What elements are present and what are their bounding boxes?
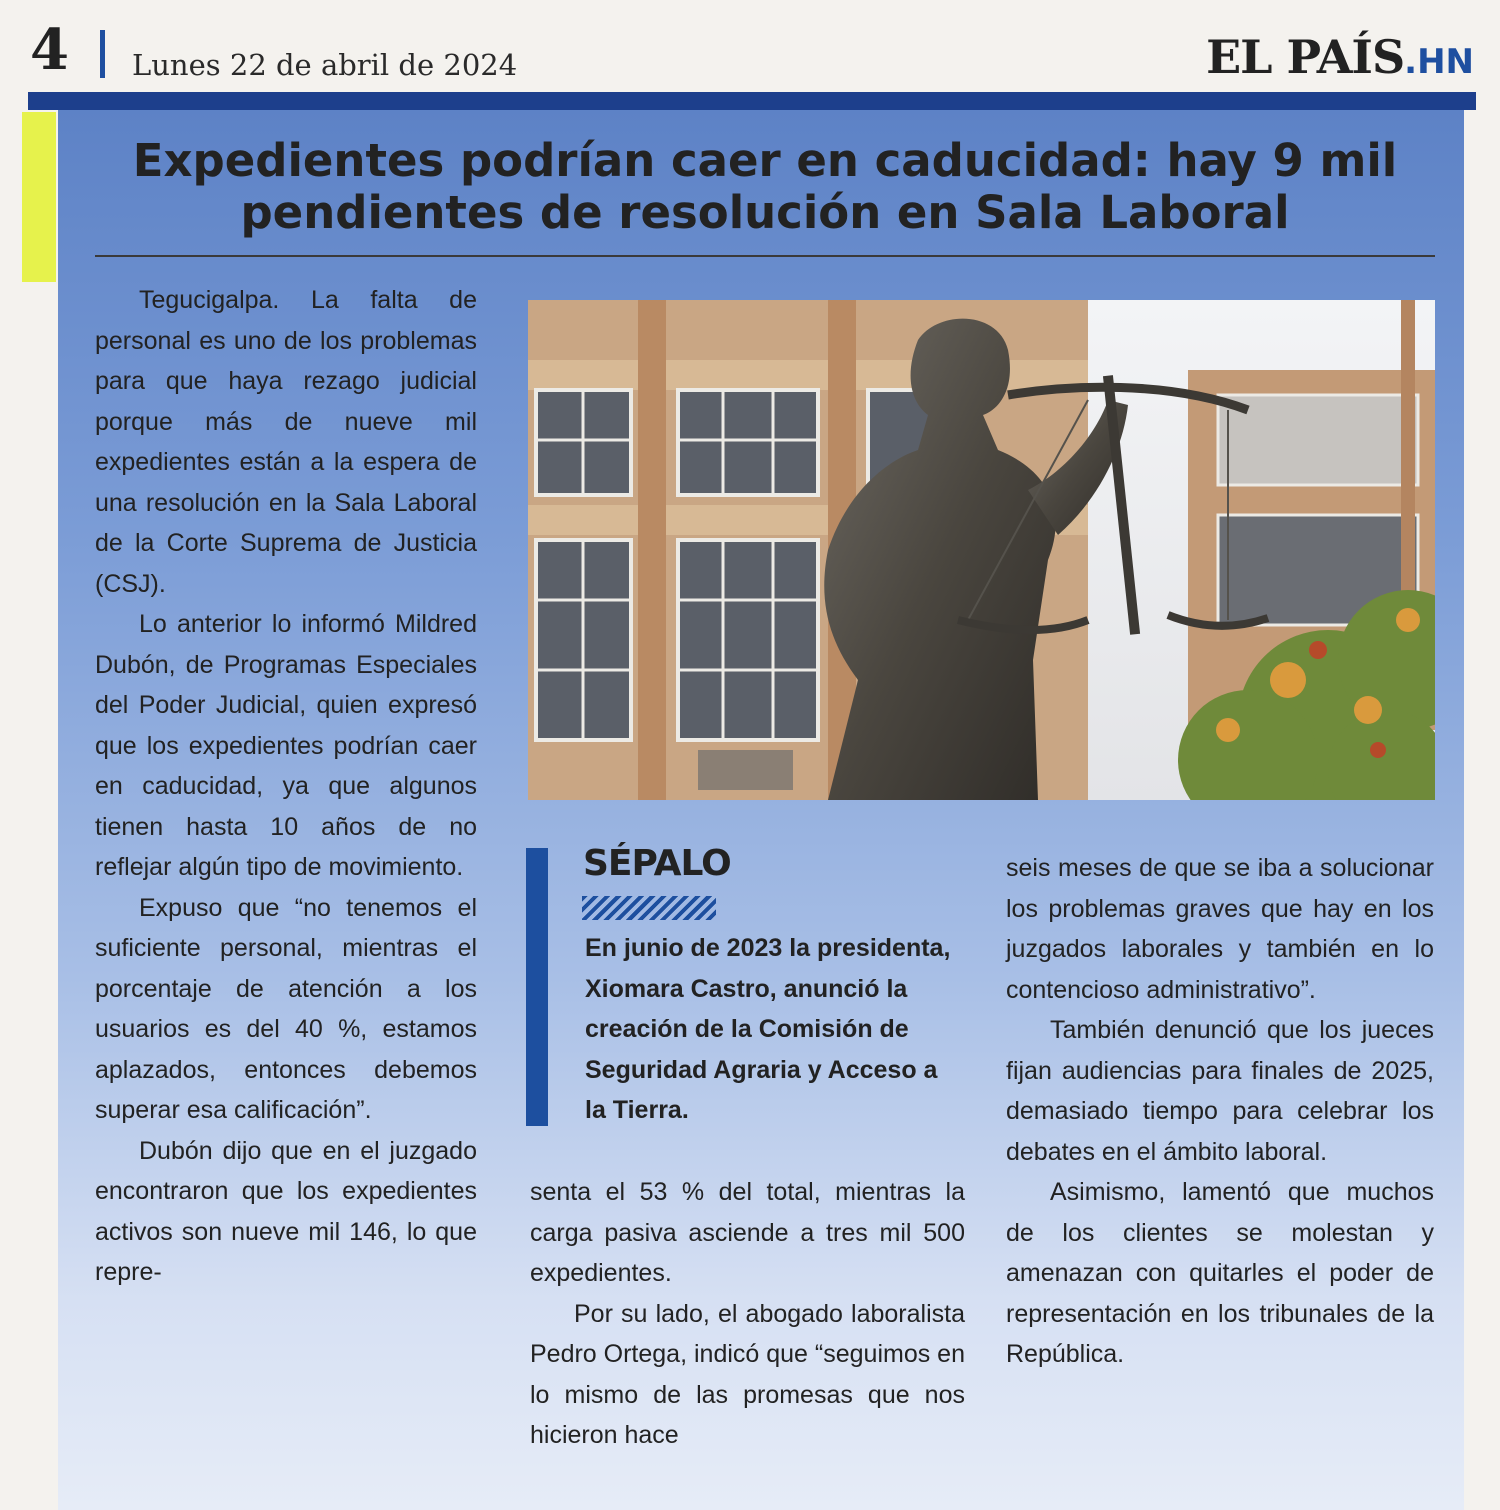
sidebar-hatch-decoration: [582, 896, 716, 920]
paragraph: Asimismo, lamentó que muchos de los clientes se molestan y amenazan con quitarles el poder de representación en los tribunales de la República.: [1006, 1178, 1434, 1368]
paragraph: seis meses de que se iba a solucionar los problemas graves que hay en los juzgados laborales y también en lo contencioso administrativo”.: [1006, 854, 1434, 1004]
publication-date: Lunes 22 de abril de 2024: [132, 48, 518, 82]
paragraph: Tegucigalpa. La falta de personal es uno de los problemas para que haya rezago judicial porque más de nueve mil expedientes están a la espera de una resolución en la Sala Laboral de la Corte Suprema de Justicia (CSJ).: [95, 286, 477, 598]
paragraph: senta el 53 % del total, mientras la carga pasiva asciende a tres mil 500 expedientes.: [530, 1178, 965, 1287]
paragraph: Por su lado, el abogado laboralista Pedro Ortega, indicó que “seguimos en lo mismo de las promesas que nos hicieron hace: [530, 1299, 965, 1449]
page-number: 4: [30, 17, 69, 83]
header-rule: [28, 92, 1476, 110]
article-column-3: [1006, 848, 1434, 1375]
article-photo: [528, 300, 1435, 800]
sidebar-paragraph: En junio de 2023 la presidenta, Xiomara Castro, anunció la creación de la Comisión de Seguridad Agraria y Acceso a la Tierra.: [585, 934, 951, 1124]
paragraph: Lo anterior lo informó Mildred Dubón, de Programas Especiales del Poder Judicial, quien expresó que los expedientes podrían caer en caducidad, ya que algunos tienen hasta 10 años de no reflejar algún tipo de movimiento.: [95, 610, 477, 881]
sidebar-accent-bar: [526, 848, 548, 1126]
masthead-name: EL PAÍS: [1206, 30, 1405, 84]
headline-rule: [95, 255, 1435, 257]
paragraph: Expuso que “no tenemos el suficiente personal, mientras el porcentaje de atención a los usuarios es del 40 %, estamos aplazados, entonces debemos superar esa calificación”.: [95, 893, 477, 1124]
article-column-1: [95, 280, 477, 1293]
sidebar-title: SÉPALO: [583, 843, 731, 884]
header-separator: [100, 30, 105, 78]
article-column-2: [530, 1172, 965, 1456]
paragraph: También denunció que los jueces fijan audiencias para finales de 2025, demasiado tiempo para celebrar los debates en el ámbito laboral.: [1006, 1016, 1434, 1166]
paragraph: Dubón dijo que en el juzgado encontraron que los expedientes activos son nueve mil 146, lo que repre-: [95, 1136, 477, 1286]
masthead: [1206, 30, 1474, 84]
sidebar-text: [585, 928, 960, 1131]
headline: Expedientes podrían caer en caducidad: hay 9 mil pendientes de resolución en Sala Laboral: [132, 134, 1398, 239]
masthead-domain: .HN: [1404, 42, 1474, 82]
marker-highlight: [22, 112, 56, 282]
